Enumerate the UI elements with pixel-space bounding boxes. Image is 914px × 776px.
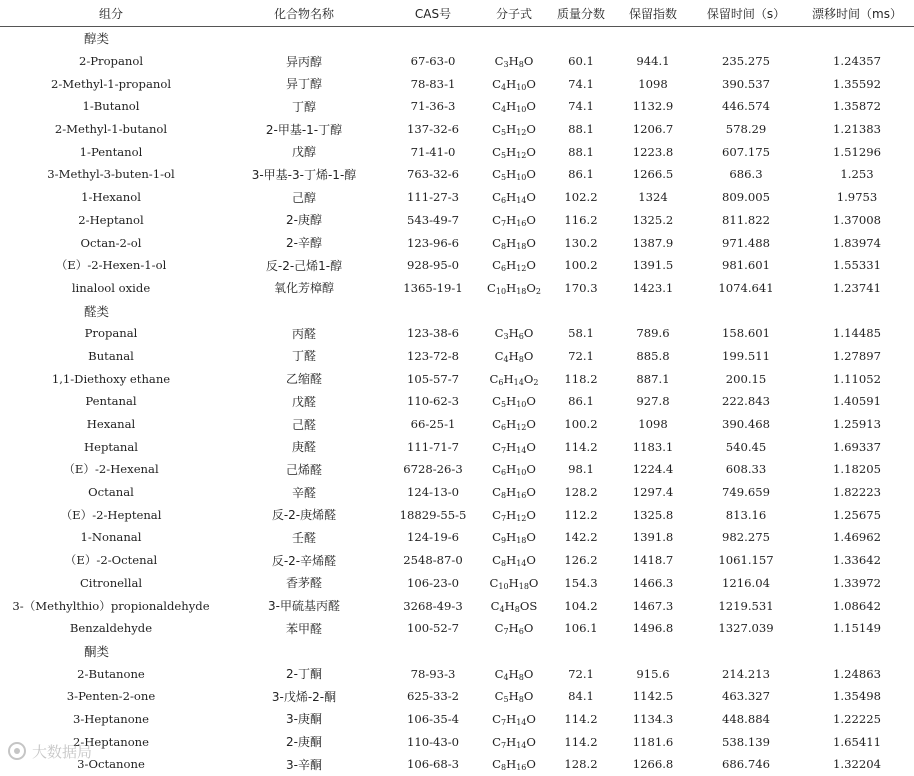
- cell-formula: $C_8H_{18}O$: [492, 235, 536, 251]
- cell-chinese-name: 3-甲基-3-丁烯-1-醇: [251, 167, 357, 182]
- cell-cas: 78-93-3: [410, 666, 456, 681]
- table-row: [0, 685, 914, 708]
- cell-english-name: 2-Methyl-1-propanol: [50, 76, 172, 91]
- cell-cas: 123-72-8: [406, 348, 460, 363]
- cell-cas: 105-57-7: [406, 371, 460, 386]
- watermark-text: 大数据局: [32, 742, 93, 761]
- cell-chinese-name: 2-庚醇: [286, 213, 322, 228]
- cell-mass: 102.2: [564, 190, 598, 205]
- cell-formula: $C_4H_{10}O$: [492, 99, 536, 115]
- header-compound-name: 化合物名称: [222, 0, 386, 27]
- cell-chinese-name: 丙醛: [291, 326, 316, 341]
- cell-retention-time: 463.327: [722, 689, 770, 704]
- cell-drift-time: 1.15149: [833, 621, 881, 636]
- cell-formula: $C_5H_{10}O$: [492, 167, 536, 183]
- cell-english-name: 1-Pentanol: [79, 144, 143, 159]
- cell-retention-time: 811.822: [722, 212, 770, 227]
- cell-chinese-name: 己醛: [291, 417, 316, 432]
- cell-english-name: （E）-2-Hexen-1-ol: [55, 258, 167, 273]
- cell-mass: 74.1: [568, 76, 594, 91]
- cell-formula: $C_4H_8O$: [494, 348, 534, 364]
- cell-cas: 110-62-3: [406, 394, 460, 409]
- cell-retention-index: 1467.3: [632, 598, 674, 613]
- cell-retention-time: 809.005: [722, 190, 770, 205]
- cell-english-name: 1-Hexanol: [81, 190, 141, 205]
- table-row: [0, 277, 914, 300]
- cell-retention-index: 885.8: [636, 348, 670, 363]
- cell-drift-time: 1.9753: [836, 190, 878, 205]
- cell-retention-time: 607.175: [722, 144, 770, 159]
- header-drift-time: 漂移时间（ms）: [800, 0, 914, 27]
- cell-mass: 100.2: [564, 417, 598, 432]
- table-row: [0, 594, 914, 617]
- header-component: 组分: [0, 0, 222, 27]
- cell-chinese-name: 3-辛酮: [286, 757, 322, 772]
- cell-mass: 58.1: [568, 326, 594, 341]
- cell-mass: 128.2: [564, 485, 598, 500]
- cell-formula: $C_7H_6O$: [494, 621, 534, 637]
- cell-cas: 2548-87-0: [403, 553, 463, 568]
- cell-mass: 88.1: [568, 144, 594, 159]
- cell-mass: 142.2: [564, 530, 598, 545]
- table-row: [0, 367, 914, 390]
- cell-retention-time: 390.537: [722, 76, 770, 91]
- category-row: [0, 27, 914, 50]
- cell-retention-time: 448.884: [722, 711, 770, 726]
- cell-chinese-name: 2-辛醇: [286, 236, 322, 251]
- cell-retention-time: 749.659: [722, 485, 770, 500]
- header-retention-time: 保留时间（s）: [692, 0, 800, 27]
- cell-formula: $C_4H_8OS$: [490, 598, 538, 614]
- cell-mass: 100.2: [564, 258, 598, 273]
- cell-mass: 130.2: [564, 235, 598, 250]
- cell-retention-time: 235.275: [722, 54, 770, 69]
- cell-retention-time: 608.33: [725, 462, 767, 477]
- cell-formula: $C_6H_{12}O$: [492, 258, 536, 274]
- cell-chinese-name: 2-甲基-1-丁醇: [265, 122, 343, 137]
- category-row: [0, 640, 914, 663]
- cell-cas: 71-41-0: [410, 144, 456, 159]
- cell-english-name: （E）-2-Octenal: [64, 553, 158, 568]
- table-row: [0, 549, 914, 572]
- table-row: [0, 231, 914, 254]
- cell-mass: 88.1: [568, 122, 594, 137]
- table-header: [0, 0, 914, 27]
- cell-drift-time: 1.33972: [833, 575, 881, 590]
- cell-english-name: 2-Propanol: [78, 54, 144, 69]
- cell-cas: 106-68-3: [406, 757, 460, 772]
- cell-mass: 126.2: [564, 553, 598, 568]
- table-row: [0, 345, 914, 368]
- cell-english-name: （E）-2-Hexenal: [63, 462, 159, 477]
- cell-english-name: Heptanal: [83, 439, 139, 454]
- cell-chinese-name: 2-丁酮: [286, 667, 322, 682]
- cell-mass: 104.2: [564, 598, 598, 613]
- cell-retention-index: 944.1: [636, 54, 670, 69]
- cell-formula: $C_5H_{10}O$: [492, 394, 536, 410]
- cell-retention-time: 1219.531: [718, 598, 774, 613]
- cell-retention-time: 686.3: [729, 167, 763, 182]
- cell-english-name: （E）-2-Heptenal: [60, 507, 162, 522]
- cell-cas: 928-95-0: [406, 258, 460, 273]
- cell-english-name: 2-Heptanol: [78, 212, 144, 227]
- cell-retention-index: 1266.8: [632, 757, 674, 772]
- cell-mass: 118.2: [564, 371, 598, 386]
- cell-formula: $C_7H_{12}O$: [492, 507, 536, 523]
- cell-drift-time: 1.08642: [833, 598, 881, 613]
- table-row: [0, 254, 914, 277]
- cell-cas: 123-38-6: [406, 326, 460, 341]
- cell-retention-index: 1391.8: [632, 530, 674, 545]
- cell-retention-time: 1061.157: [718, 553, 774, 568]
- table-row: [0, 572, 914, 595]
- cell-drift-time: 1.27897: [833, 348, 881, 363]
- cell-chinese-name: 反-2-己烯1-醇: [265, 258, 343, 273]
- cell-drift-time: 1.51296: [833, 144, 881, 159]
- cell-drift-time: 1.22225: [833, 711, 881, 726]
- cell-formula: $C_5H_{12}O$: [492, 122, 536, 138]
- cell-retention-index: 887.1: [636, 371, 670, 386]
- cell-cas: 123-96-6: [406, 235, 460, 250]
- cell-retention-time: 1074.641: [718, 280, 774, 295]
- cell-mass: 72.1: [568, 666, 594, 681]
- cell-english-name: 3-（Methylthio）propionaldehyde: [12, 598, 210, 613]
- cell-cas: 137-32-6: [406, 122, 460, 137]
- cell-retention-index: 927.8: [636, 394, 670, 409]
- table-row: [0, 72, 914, 95]
- cell-chinese-name: 戊醛: [291, 394, 316, 409]
- cell-formula: $C_6H_{14}O_2$: [489, 371, 539, 387]
- cell-chinese-name: 反-2-庚烯醛: [271, 508, 337, 523]
- cell-chinese-name: 异丙醇: [285, 54, 322, 69]
- cell-formula: $C_4H_8O$: [494, 666, 534, 682]
- cell-drift-time: 1.24357: [833, 54, 881, 69]
- cell-mass: 86.1: [568, 394, 594, 409]
- table-row: [0, 390, 914, 413]
- cell-mass: 72.1: [568, 348, 594, 363]
- cell-mass: 74.1: [568, 99, 594, 114]
- cell-drift-time: 1.46962: [833, 530, 881, 545]
- cell-cas: 124-13-0: [406, 485, 460, 500]
- table-row: [0, 435, 914, 458]
- cell-retention-index: 1266.5: [632, 167, 674, 182]
- cell-english-name: 2-Butanone: [77, 666, 145, 681]
- cell-english-name: 2-Methyl-1-butanol: [54, 122, 168, 137]
- cell-english-name: 3-Heptanone: [72, 711, 150, 726]
- table-row: [0, 503, 914, 526]
- cell-retention-index: 1206.7: [632, 122, 674, 137]
- category-label: 酮类: [84, 643, 110, 659]
- table-row: [0, 50, 914, 73]
- cell-retention-index: 1423.1: [632, 280, 674, 295]
- cell-english-name: 1,1-Diethoxy ethane: [51, 371, 171, 386]
- cell-english-name: 1-Nonanal: [80, 530, 142, 545]
- cell-formula: $C_{10}H_{18}O$: [489, 575, 539, 591]
- cell-english-name: 2-Heptanone: [72, 734, 150, 749]
- cell-retention-time: 971.488: [722, 235, 770, 250]
- table-row: [0, 617, 914, 640]
- header-formula: 分子式: [480, 0, 548, 27]
- table-row: [0, 730, 914, 753]
- cell-cas: 111-71-7: [406, 439, 460, 454]
- cell-english-name: Propanal: [84, 326, 138, 341]
- cell-cas: 67-63-0: [410, 54, 456, 69]
- cell-retention-index: 915.6: [636, 666, 670, 681]
- cell-drift-time: 1.21383: [833, 122, 881, 137]
- cell-chinese-name: 庚醛: [291, 440, 316, 455]
- cell-drift-time: 1.24863: [833, 666, 881, 681]
- cell-mass: 98.1: [568, 462, 594, 477]
- cell-formula: $C_3H_6O$: [494, 326, 534, 342]
- cell-retention-index: 1098: [638, 76, 668, 91]
- cell-chinese-name: 氧化芳樟醇: [273, 281, 334, 296]
- cell-english-name: Pentanal: [85, 394, 137, 409]
- cell-retention-time: 1216.04: [722, 575, 770, 590]
- table-row: [0, 526, 914, 549]
- table-row: [0, 95, 914, 118]
- cell-retention-index: 1391.5: [632, 258, 674, 273]
- table-row: [0, 322, 914, 345]
- category-label: 醇类: [84, 31, 110, 47]
- cell-formula: $C_9H_{18}O$: [492, 530, 536, 546]
- cell-retention-time: 1327.039: [718, 621, 774, 636]
- cell-formula: $C_5H_{12}O$: [492, 144, 536, 160]
- table-row: [0, 140, 914, 163]
- cell-drift-time: 1.83974: [833, 235, 881, 250]
- cell-retention-time: 214.213: [722, 666, 770, 681]
- cell-chinese-name: 己醇: [291, 190, 316, 205]
- cell-mass: 114.2: [564, 734, 598, 749]
- cell-cas: 625-33-2: [406, 689, 460, 704]
- cell-chinese-name: 己烯醛: [285, 462, 322, 477]
- cell-retention-index: 1324: [638, 190, 668, 205]
- table-row: [0, 209, 914, 232]
- cell-drift-time: 1.32204: [833, 757, 881, 772]
- category-row: [0, 299, 914, 322]
- cell-cas: 763-32-6: [406, 167, 460, 182]
- cell-drift-time: 1.65411: [833, 734, 881, 749]
- cell-drift-time: 1.69337: [833, 439, 881, 454]
- cell-chinese-name: 3-甲硫基丙醛: [268, 599, 340, 614]
- cell-cas: 78-83-1: [410, 76, 456, 91]
- cell-retention-time: 981.601: [722, 258, 770, 273]
- cell-drift-time: 1.35498: [833, 689, 881, 704]
- category-label: 醛类: [84, 303, 110, 319]
- cell-retention-index: 1224.4: [632, 462, 674, 477]
- cell-drift-time: 1.23741: [833, 280, 881, 295]
- cell-formula: $C_4H_{10}O$: [492, 76, 536, 92]
- table-row: [0, 481, 914, 504]
- cell-cas: 543-49-7: [406, 212, 460, 227]
- cell-retention-time: 222.843: [722, 394, 770, 409]
- cell-english-name: linalool oxide: [71, 280, 151, 295]
- table-row: [0, 163, 914, 186]
- cell-chinese-name: 辛醛: [291, 485, 316, 500]
- cell-drift-time: 1.25675: [833, 507, 881, 522]
- cell-english-name: 1-Butanol: [82, 99, 140, 114]
- cell-mass: 170.3: [564, 280, 598, 295]
- cell-mass: 112.2: [564, 507, 598, 522]
- cell-formula: $C_6H_{10}O$: [492, 462, 536, 478]
- cell-mass: 106.1: [564, 621, 598, 636]
- cell-chinese-name: 丁醛: [291, 349, 316, 364]
- cell-chinese-name: 3-庚酮: [286, 712, 322, 727]
- cell-cas: 124-19-6: [406, 530, 460, 545]
- cell-english-name: Citronellal: [79, 575, 143, 590]
- cell-retention-index: 1325.8: [632, 507, 674, 522]
- cell-formula: $C_5H_8O$: [494, 689, 534, 705]
- cell-drift-time: 1.253: [840, 167, 874, 182]
- cell-retention-index: 1223.8: [632, 144, 674, 159]
- cell-mass: 154.3: [564, 575, 598, 590]
- cell-retention-time: 982.275: [722, 530, 770, 545]
- cell-drift-time: 1.55331: [833, 258, 881, 273]
- table-row: [0, 458, 914, 481]
- cell-chinese-name: 丁醇: [291, 99, 316, 114]
- table-row: [0, 708, 914, 731]
- cell-retention-index: 1297.4: [632, 485, 674, 500]
- cell-english-name: Butanal: [88, 348, 134, 363]
- cell-drift-time: 1.25913: [833, 417, 881, 432]
- cell-mass: 84.1: [568, 689, 594, 704]
- cell-cas: 110-43-0: [406, 734, 460, 749]
- cell-cas: 111-27-3: [406, 190, 460, 205]
- cell-formula: $C_8H_{16}O$: [492, 485, 536, 501]
- table-body: [0, 27, 914, 776]
- cell-retention-index: 1466.3: [632, 575, 674, 590]
- cell-drift-time: 1.14485: [833, 326, 881, 341]
- cell-retention-time: 813.16: [725, 507, 767, 522]
- cell-formula: $C_8H_{14}O$: [492, 553, 536, 569]
- cell-retention-time: 540.45: [725, 439, 767, 454]
- cell-english-name: 3-Octanone: [77, 757, 145, 772]
- cell-retention-time: 390.468: [722, 417, 770, 432]
- cell-english-name: 3-Methyl-3-buten-1-ol: [47, 167, 175, 182]
- cell-retention-index: 1181.6: [632, 734, 674, 749]
- cell-drift-time: 1.35592: [833, 76, 881, 91]
- watermark-logo-icon: [8, 742, 26, 760]
- cell-formula: $C_7H_{14}O$: [492, 734, 536, 750]
- cell-retention-time: 578.29: [725, 122, 767, 137]
- cell-retention-index: 1325.2: [632, 212, 674, 227]
- table-row: [0, 186, 914, 209]
- table-row: [0, 662, 914, 685]
- cell-cas: 106-35-4: [406, 711, 460, 726]
- cell-chinese-name: 反-2-辛烯醛: [271, 553, 337, 568]
- cell-drift-time: 1.82223: [833, 485, 881, 500]
- cell-formula: $C_3H_8O$: [494, 54, 534, 70]
- cell-retention-time: 199.511: [722, 348, 770, 363]
- cell-retention-time: 446.574: [722, 99, 770, 114]
- cell-cas: 100-52-7: [406, 621, 460, 636]
- cell-retention-time: 158.601: [722, 326, 770, 341]
- cell-drift-time: 1.18205: [833, 462, 881, 477]
- cell-retention-index: 1496.8: [632, 621, 674, 636]
- cell-drift-time: 1.33642: [833, 553, 881, 568]
- header-row: [0, 0, 914, 27]
- cell-drift-time: 1.11052: [833, 371, 881, 386]
- cell-mass: 114.2: [564, 439, 598, 454]
- table-row: [0, 118, 914, 141]
- cell-retention-index: 1418.7: [632, 553, 674, 568]
- cell-english-name: Octan-2-ol: [80, 235, 142, 250]
- cell-english-name: Hexanal: [86, 417, 136, 432]
- cell-formula: $C_8H_{16}O$: [492, 757, 536, 773]
- watermark: [8, 738, 92, 764]
- cell-cas: 3268-49-3: [403, 598, 463, 613]
- cell-cas: 71-36-3: [410, 99, 456, 114]
- cell-mass: 86.1: [568, 167, 594, 182]
- header-retention-index: 保留指数: [614, 0, 692, 27]
- cell-mass: 116.2: [564, 212, 598, 227]
- cell-english-name: Benzaldehyde: [69, 621, 153, 636]
- cell-drift-time: 1.40591: [833, 394, 881, 409]
- cell-mass: 114.2: [564, 711, 598, 726]
- cell-cas: 1365-19-1: [403, 280, 463, 295]
- cell-chinese-name: 戊醇: [291, 145, 316, 160]
- cell-chinese-name: 苯甲醛: [285, 621, 322, 636]
- cell-retention-index: 1142.5: [632, 689, 674, 704]
- cell-retention-time: 686.746: [722, 757, 770, 772]
- cell-chinese-name: 壬醛: [291, 530, 316, 545]
- table-row: [0, 413, 914, 436]
- cell-cas: 106-23-0: [406, 575, 460, 590]
- cell-retention-time: 200.15: [725, 371, 767, 386]
- cell-formula: $C_6H_{12}O$: [492, 417, 536, 433]
- cell-cas: 66-25-1: [410, 417, 456, 432]
- cell-chinese-name: 3-戊烯-2-酮: [271, 689, 337, 704]
- header-cas: CAS号: [386, 0, 480, 27]
- cell-formula: $C_7H_{16}O$: [492, 212, 536, 228]
- header-mass: 质量分数: [548, 0, 614, 27]
- cell-drift-time: 1.35872: [833, 99, 881, 114]
- cell-english-name: 3-Penten-2-one: [66, 689, 156, 704]
- cell-chinese-name: 异丁醇: [285, 77, 322, 92]
- cell-formula: $C_7H_{14}O$: [492, 711, 536, 727]
- cell-chinese-name: 乙缩醛: [285, 372, 322, 387]
- cell-formula: $C_7H_{14}O$: [492, 439, 536, 455]
- cell-retention-index: 1134.3: [632, 711, 674, 726]
- cell-retention-index: 789.6: [636, 326, 670, 341]
- cell-chinese-name: 香茅醛: [285, 576, 322, 591]
- cell-retention-time: 538.139: [722, 734, 770, 749]
- cell-mass: 128.2: [564, 757, 598, 772]
- cell-drift-time: 1.37008: [833, 212, 881, 227]
- cell-retention-index: 1387.9: [632, 235, 674, 250]
- cell-formula: $C_6H_{14}O$: [492, 190, 536, 206]
- cell-cas: 6728-26-3: [403, 462, 463, 477]
- cell-mass: 60.1: [568, 54, 594, 69]
- cell-cas: 18829-55-5: [399, 507, 467, 522]
- cell-formula: $C_{10}H_{18}O_2$: [487, 280, 541, 296]
- table-row: [0, 753, 914, 776]
- cell-retention-index: 1132.9: [632, 99, 674, 114]
- cell-chinese-name: 2-庚酮: [286, 735, 322, 750]
- cell-retention-index: 1183.1: [632, 439, 674, 454]
- cell-english-name: Octanal: [88, 485, 134, 500]
- cell-retention-index: 1098: [638, 417, 668, 432]
